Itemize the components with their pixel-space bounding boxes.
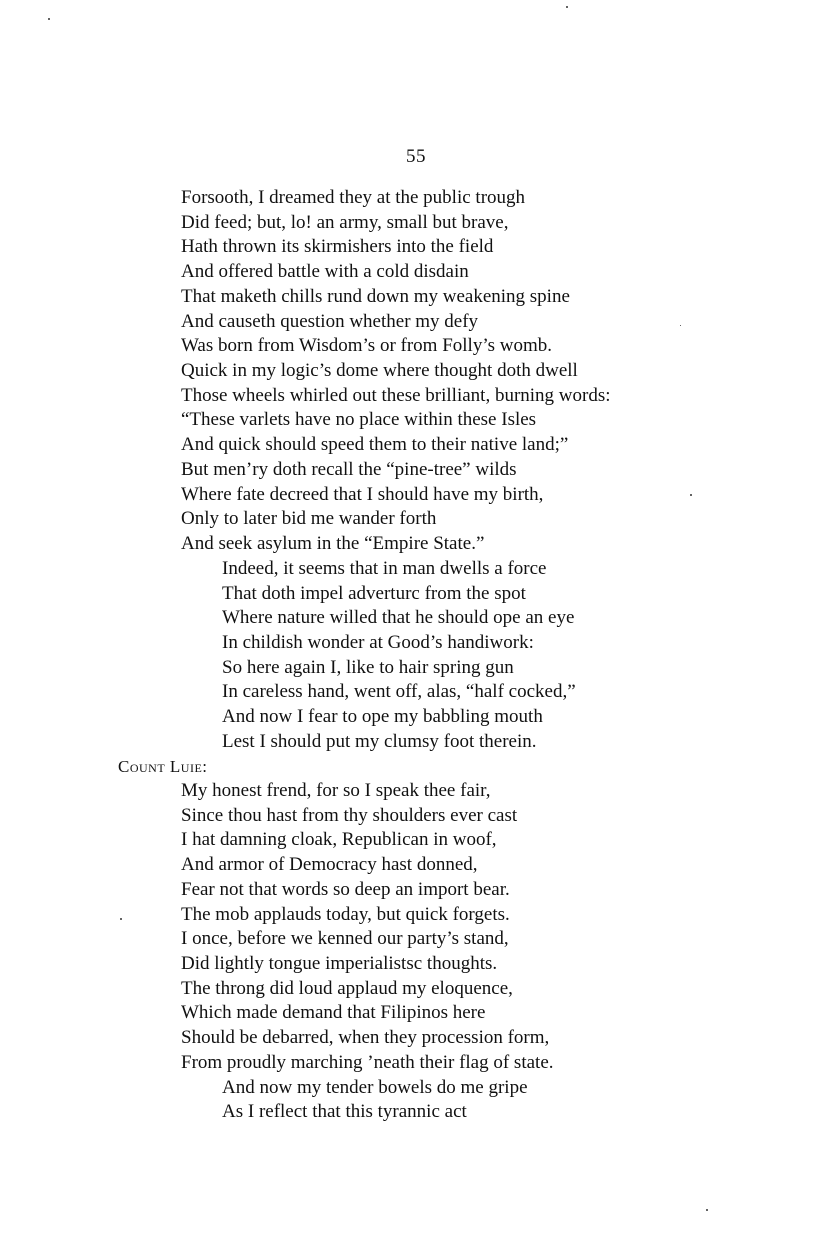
- verse-line: The throng did loud applaud my eloquence,: [181, 977, 513, 999]
- print-speck: [120, 918, 122, 920]
- verse-line: Was born from Wisdom’s or from Folly’s womb.: [181, 335, 553, 357]
- print-speck: [48, 18, 50, 20]
- verse-line-indented: Where nature willed that he should ope an eye: [222, 607, 575, 629]
- verse-line: Forsooth, I dreamed they at the public trough: [181, 187, 526, 208]
- page-number: 55: [406, 146, 426, 167]
- verse-line: Hath thrown its skirmishers into the field: [181, 236, 494, 258]
- print-speck: [706, 1209, 708, 1211]
- verse-line: And quick should speed them to their native land;”: [181, 434, 569, 456]
- speaker-heading: Count Luie:: [118, 757, 208, 776]
- verse-line-indented: And now I fear to ope my babbling mouth: [222, 706, 543, 728]
- verse-line-indented: And now my tender bowels do me gripe: [222, 1076, 528, 1098]
- verse-line: I hat damning cloak, Republican in woof,: [181, 829, 497, 851]
- verse-line-indented: That doth impel adverturc from the spot: [222, 582, 526, 604]
- verse-line: And armor of Democracy hast donned,: [181, 854, 478, 876]
- verse-line: Which made demand that Filipinos here: [181, 1002, 486, 1024]
- verse-line: And offered battle with a cold disdain: [181, 261, 469, 283]
- verse-line: And causeth question whether my defy: [181, 310, 479, 332]
- verse-line: Fear not that words so deep an import bear.: [181, 878, 510, 900]
- verse-line-indented: Lest I should put my clumsy foot therein.: [222, 730, 537, 752]
- verse-line: And seek asylum in the “Empire State.”: [181, 533, 485, 555]
- verse-line: Quick in my logic’s dome where thought doth dwell: [181, 360, 578, 382]
- verse-line-indented: In childish wonder at Good’s handiwork:: [222, 631, 534, 653]
- verse-line: “These varlets have no place within these Isles: [181, 409, 537, 431]
- verse-line: Only to later bid me wander forth: [181, 508, 437, 530]
- verse-line: Where fate decreed that I should have my birth,: [181, 483, 544, 505]
- verse-line: I once, before we kenned our party’s stand,: [181, 928, 509, 950]
- verse-line-indented: So here again I, like to hair spring gun: [222, 656, 514, 678]
- verse-line-indented: Indeed, it seems that in man dwells a force: [222, 557, 547, 579]
- verse-line: Did lightly tongue imperialistsc thoughts.: [181, 953, 498, 975]
- verse-line-indented: As I reflect that this tyrannic act: [222, 1101, 467, 1123]
- verse-line: My honest frend, for so I speak thee fair,: [181, 780, 491, 801]
- verse-block-first: [0, 186, 832, 755]
- verse-line: From proudly marching ’neath their flag of state.: [181, 1051, 554, 1073]
- verse-block-second: [0, 779, 832, 1125]
- verse-line-indented: In careless hand, went off, alas, “half cocked,”: [222, 681, 576, 703]
- verse-line: That maketh chills rund down my weakening spine: [181, 285, 570, 307]
- print-speck: [680, 325, 681, 326]
- verse-line: Those wheels whirled out these brilliant, burning words:: [181, 384, 611, 406]
- verse-line: Should be debarred, when they procession form,: [181, 1027, 550, 1049]
- print-speck: [566, 6, 568, 8]
- verse-line: But men’ry doth recall the “pine-tree” wilds: [181, 458, 517, 480]
- verse-line: The mob applauds today, but quick forgets.: [181, 903, 510, 925]
- verse-line: Did feed; but, lo! an army, small but brave,: [181, 211, 509, 233]
- verse-line: Since thou hast from thy shoulders ever cast: [181, 804, 518, 826]
- print-speck: [690, 494, 692, 496]
